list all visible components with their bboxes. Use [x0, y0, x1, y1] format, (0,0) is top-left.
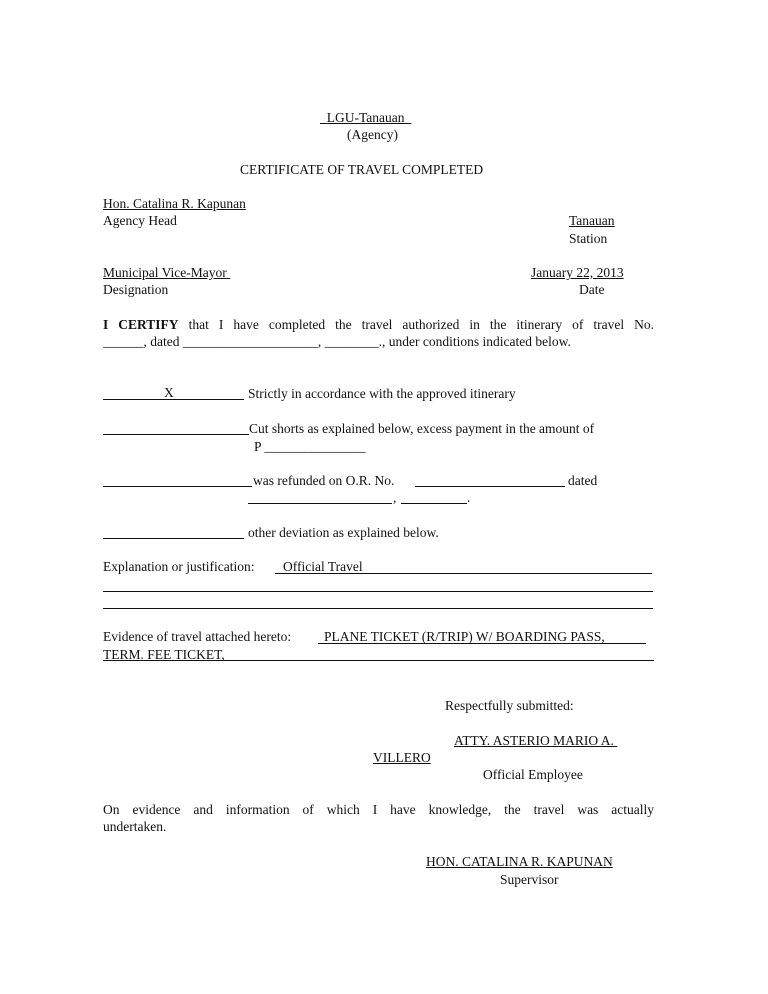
- supervisor-name: HON. CATALINA R. KAPUNAN: [426, 854, 613, 869]
- designation-caption: Designation: [103, 282, 169, 297]
- date-value: January 22, 2013: [531, 265, 624, 280]
- agency-name: LGU-Tanauan: [326, 110, 405, 125]
- station-value: Tanauan: [569, 213, 615, 228]
- agency-head-caption: Agency Head: [103, 213, 177, 228]
- employee-name-line-2: VILLERO: [373, 750, 431, 765]
- refund-dated: dated: [568, 473, 598, 488]
- supervisor-caption: Supervisor: [500, 872, 559, 887]
- cut-label: Cut shorts as explained below, excess payment in the amount of: [249, 421, 595, 436]
- station-caption: Station: [569, 231, 608, 246]
- employee-caption: Official Employee: [483, 767, 583, 782]
- date-caption: Date: [579, 282, 605, 297]
- certify-line-1: I CERTIFY that I have completed the travel authorized in the itinerary of travel No.: [103, 317, 654, 332]
- strict-mark: X: [164, 385, 174, 400]
- cut-peso: P _______________: [254, 439, 366, 454]
- agency-head-name: Hon. Catalina R. Kapunan: [103, 196, 246, 211]
- refund-label: was refunded on O.R. No.: [253, 473, 395, 488]
- strict-label: Strictly in accordance with the approved itinerary: [248, 386, 516, 401]
- submitted-label: Respectfully submitted:: [445, 698, 574, 713]
- evidence-line-1: PLANE TICKET (R/TRIP) W/ BOARDING PASS,: [324, 629, 605, 644]
- explanation-label: Explanation or justification:: [103, 559, 255, 574]
- evidence-label: Evidence of travel attached hereto:: [103, 629, 292, 644]
- employee-name-line-1: ATTY. ASTERIO MARIO A.: [454, 733, 614, 748]
- certify-line-2: ______, dated ____________________, ________., under conditions indicated below.: [103, 334, 571, 349]
- evidence-line-2: TERM. FEE TICKET,: [103, 647, 225, 662]
- explanation-value: Official Travel: [283, 559, 363, 574]
- agency-caption: (Agency): [347, 127, 398, 142]
- attest-line-1: On evidence and information of which I have knowledge, the travel was actually: [103, 802, 654, 817]
- designation-value: Municipal Vice-Mayor: [103, 265, 227, 280]
- other-label: other deviation as explained below.: [248, 525, 439, 540]
- document-title: CERTIFICATE OF TRAVEL COMPLETED: [240, 162, 484, 177]
- attest-line-2: undertaken.: [103, 819, 167, 834]
